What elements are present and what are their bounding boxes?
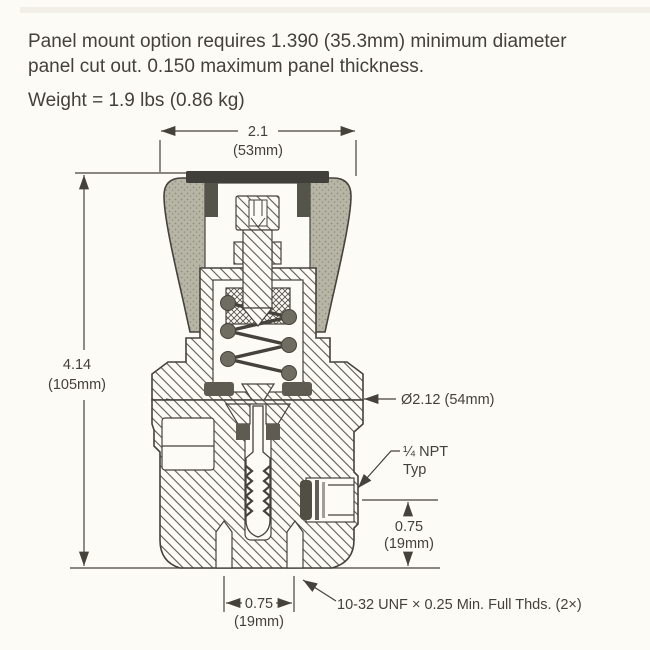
panel-note-line2: panel cut out. 0.150 maximum panel thickness. <box>28 56 425 77</box>
mounting-hole-right <box>287 521 303 568</box>
port-type-line1: ¼ NPT <box>403 444 449 460</box>
dim-text: Ø2.12 (54mm) <box>401 392 495 408</box>
valve-seat-right <box>266 424 280 440</box>
notes-block <box>28 31 567 111</box>
coil-section <box>282 310 297 325</box>
dim-text-mm: (19mm) <box>234 614 284 630</box>
knob-cap <box>186 171 329 183</box>
dim-body-diameter <box>364 392 494 408</box>
dim-text-in: 0.75 <box>394 519 424 535</box>
scan-artifact-band <box>20 7 650 13</box>
coil-section <box>221 352 236 367</box>
screw-flange-left <box>234 242 243 264</box>
label-mounting-thread <box>303 580 582 613</box>
dim-text-mm: (105mm) <box>47 377 107 393</box>
diaphragm-pad-right <box>282 382 312 396</box>
coil-section <box>221 324 236 339</box>
dim-knob-width <box>160 124 356 176</box>
outlet-ring1 <box>315 480 319 520</box>
dim-port-height <box>362 500 438 566</box>
coil-section <box>221 296 236 311</box>
screw-shaft <box>243 230 272 308</box>
valve-seat-left <box>236 424 250 440</box>
dim-text-in: 2.1 <box>247 124 269 140</box>
dim-hole-spacing <box>224 576 294 630</box>
cap-clip-right <box>297 183 310 217</box>
coil-section <box>282 338 297 353</box>
thread-note-text: 10-32 UNF × 0.25 Min. Full Thds. (2×) <box>337 597 582 613</box>
outlet-ring2 <box>322 482 325 518</box>
screw-socket <box>249 200 267 226</box>
weight-note: Weight = 1.9 lbs (0.86 kg) <box>28 90 245 111</box>
leader-line <box>303 580 336 601</box>
cap-clip-left <box>205 183 218 217</box>
dim-text-in: 4.14 <box>62 357 92 373</box>
panel-note-line1: Panel mount option requires 1.390 (35.3mm) minimum diameter <box>28 31 567 52</box>
label-port-type <box>358 444 448 488</box>
coil-section <box>282 366 297 381</box>
screw-flange-right <box>272 242 281 264</box>
leader-line <box>358 451 400 488</box>
dim-text-mm: (19mm) <box>384 536 434 552</box>
dim-text-mm: (53mm) <box>233 143 283 159</box>
diaphragm-pad-left <box>204 382 234 396</box>
port-type-line2: Typ <box>403 462 427 478</box>
outlet-seal <box>300 480 312 520</box>
dim-text-in: 0.75 <box>244 596 274 612</box>
left-port-cavity <box>162 418 214 470</box>
mounting-hole-left <box>216 521 232 568</box>
